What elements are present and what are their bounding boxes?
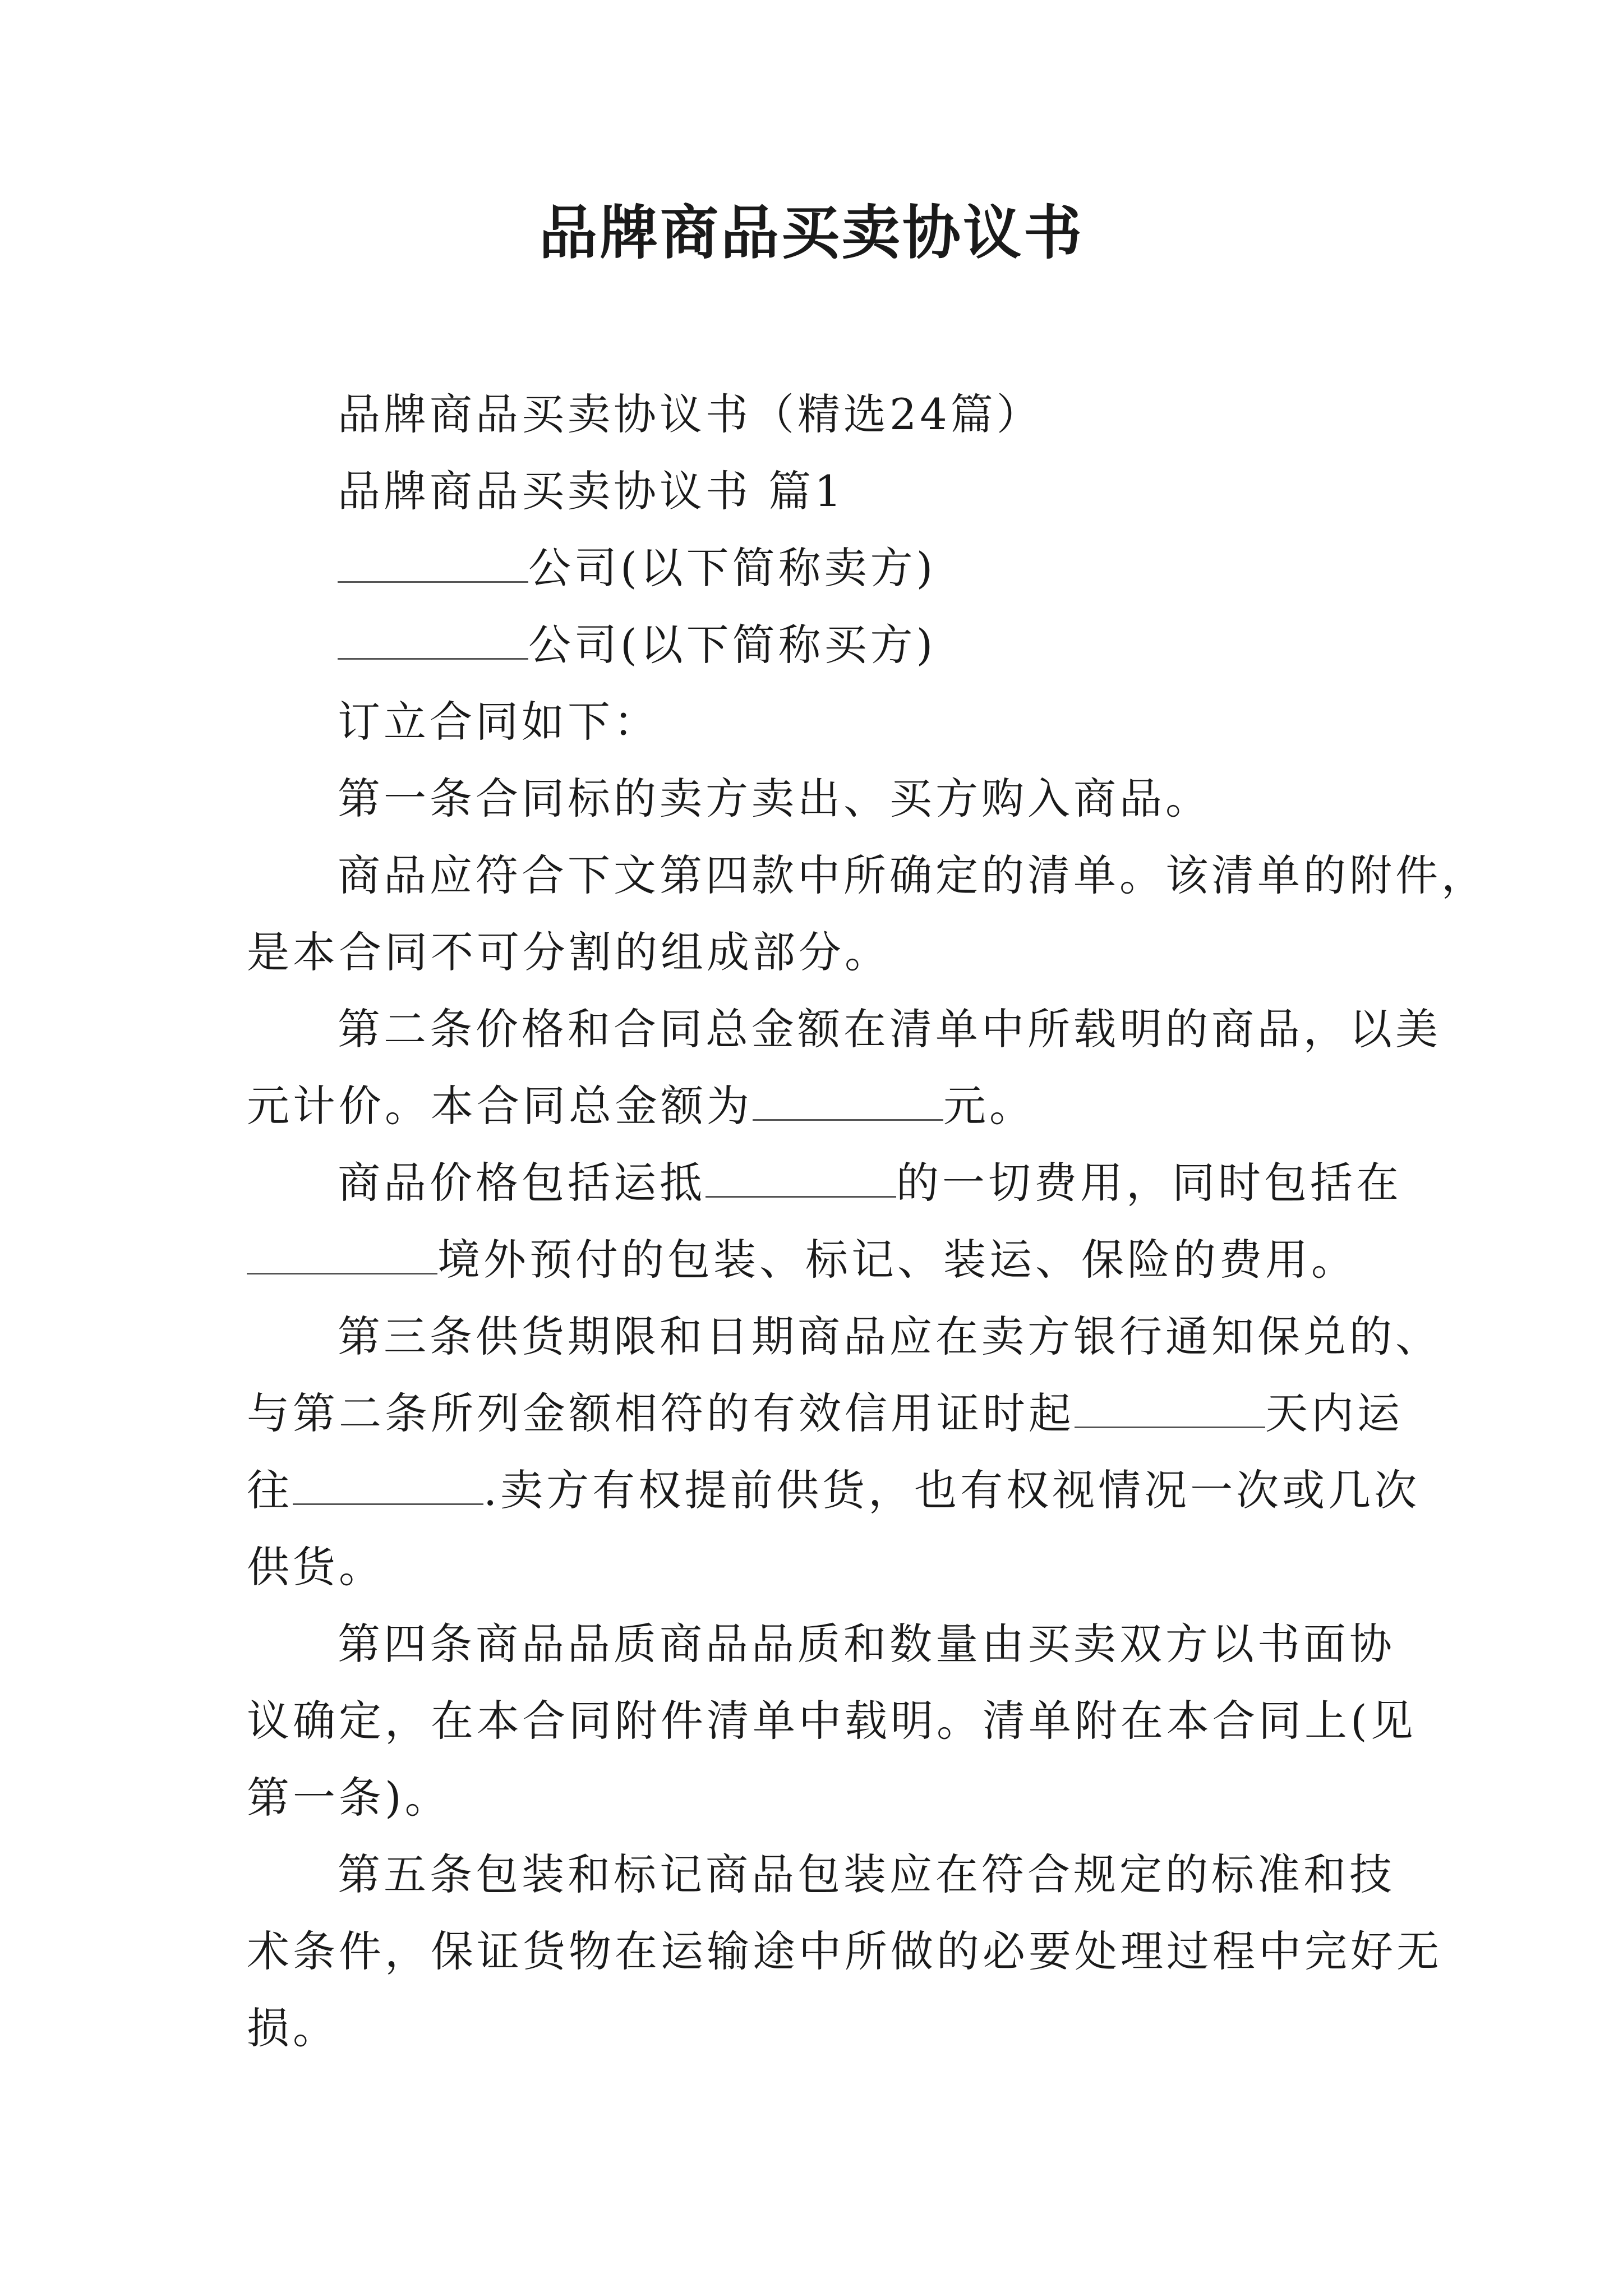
line-text: 往 — [247, 1465, 293, 1515]
fill-in-blank — [1075, 1392, 1265, 1428]
fill-in-blank — [247, 1238, 437, 1274]
line-text: 品牌商品买卖协议书（精选24篇） — [338, 389, 1043, 439]
paragraph-line — [247, 914, 1380, 991]
line-text: 商品价格包括运抵 — [338, 1158, 706, 1208]
line-text: 是本合同不可分割的组成部分。 — [247, 927, 891, 977]
document-title: 品牌商品买卖协议书 — [538, 198, 1084, 267]
paragraph-line — [247, 1990, 1380, 2067]
line-text: 第三条供货期限和日期商品应在卖方银行通知保兑的、 — [338, 1312, 1441, 1361]
paragraph-line — [247, 530, 1380, 606]
paragraph-line — [247, 1375, 1403, 1452]
document-body — [247, 376, 1487, 2067]
fill-in-blank — [753, 1084, 943, 1121]
line-text: 境外预付的包装、标记、装运、保险的费用。 — [437, 1235, 1357, 1285]
line-text: 供货。 — [247, 1542, 385, 1592]
fill-in-blank — [338, 623, 528, 660]
line-text: 第四条商品品质商品品质和数量由买卖双方以书面协 — [338, 1619, 1395, 1669]
line-text: 第二条价格和合同总金额在清单中所载明的商品，以美 — [338, 1004, 1441, 1054]
line-text: 元计价。本合同总金额为 — [247, 1081, 753, 1131]
line-text: 公司(以下简称买方) — [528, 620, 937, 670]
paragraph-line — [247, 1221, 1380, 1298]
paragraph-line — [247, 606, 1380, 683]
paragraph-line — [247, 1913, 1442, 1990]
paragraph-line — [247, 1759, 1380, 1836]
paragraph-line — [247, 453, 1380, 530]
paragraph-line — [247, 1529, 1380, 1605]
line-text: 天内运 — [1265, 1388, 1403, 1438]
paragraph-line — [247, 1836, 1395, 1913]
paragraph-line — [247, 1452, 1421, 1529]
line-text: 第一条合同标的卖方卖出、买方购入商品。 — [338, 774, 1211, 823]
paragraph-line — [247, 991, 1441, 1068]
line-text: 公司(以下简称卖方) — [528, 543, 937, 593]
line-text: .卖方有权提前供货，也有权视情况一次或几次 — [483, 1465, 1421, 1515]
line-text: 品牌商品买卖协议书 篇1 — [338, 466, 845, 516]
paragraph-line — [247, 837, 1487, 914]
paragraph-line — [247, 1298, 1441, 1375]
line-text: 元。 — [943, 1081, 1035, 1131]
paragraph-line — [247, 1605, 1395, 1682]
line-text: 商品应符合下文第四款中所确定的清单。该清单的附件， — [338, 850, 1487, 900]
fill-in-blank — [706, 1161, 896, 1198]
line-text: 议确定，在本合同附件清单中载明。清单附在本合同上(见 — [247, 1696, 1417, 1746]
fill-in-blank — [293, 1469, 483, 1505]
paragraph-line — [247, 1144, 1402, 1221]
paragraph-line — [247, 376, 1380, 453]
line-text: 订立合同如下： — [338, 697, 660, 747]
paragraph-line — [247, 1068, 1380, 1144]
fill-in-blank — [338, 546, 528, 583]
line-text: 第一条)。 — [247, 1773, 451, 1823]
paragraph-line — [247, 683, 1380, 760]
paragraph-line — [247, 760, 1380, 837]
line-text: 与第二条所列金额相符的有效信用证时起 — [247, 1388, 1075, 1438]
line-text: 损。 — [247, 2003, 339, 2053]
line-text: 术条件，保证货物在运输途中所做的必要处理过程中完好无 — [247, 1926, 1442, 1976]
line-text: 第五条包装和标记商品包装应在符合规定的标准和技 — [338, 1849, 1395, 1899]
paragraph-line — [247, 1682, 1417, 1759]
line-text: 的一切费用，同时包括在 — [896, 1158, 1402, 1208]
